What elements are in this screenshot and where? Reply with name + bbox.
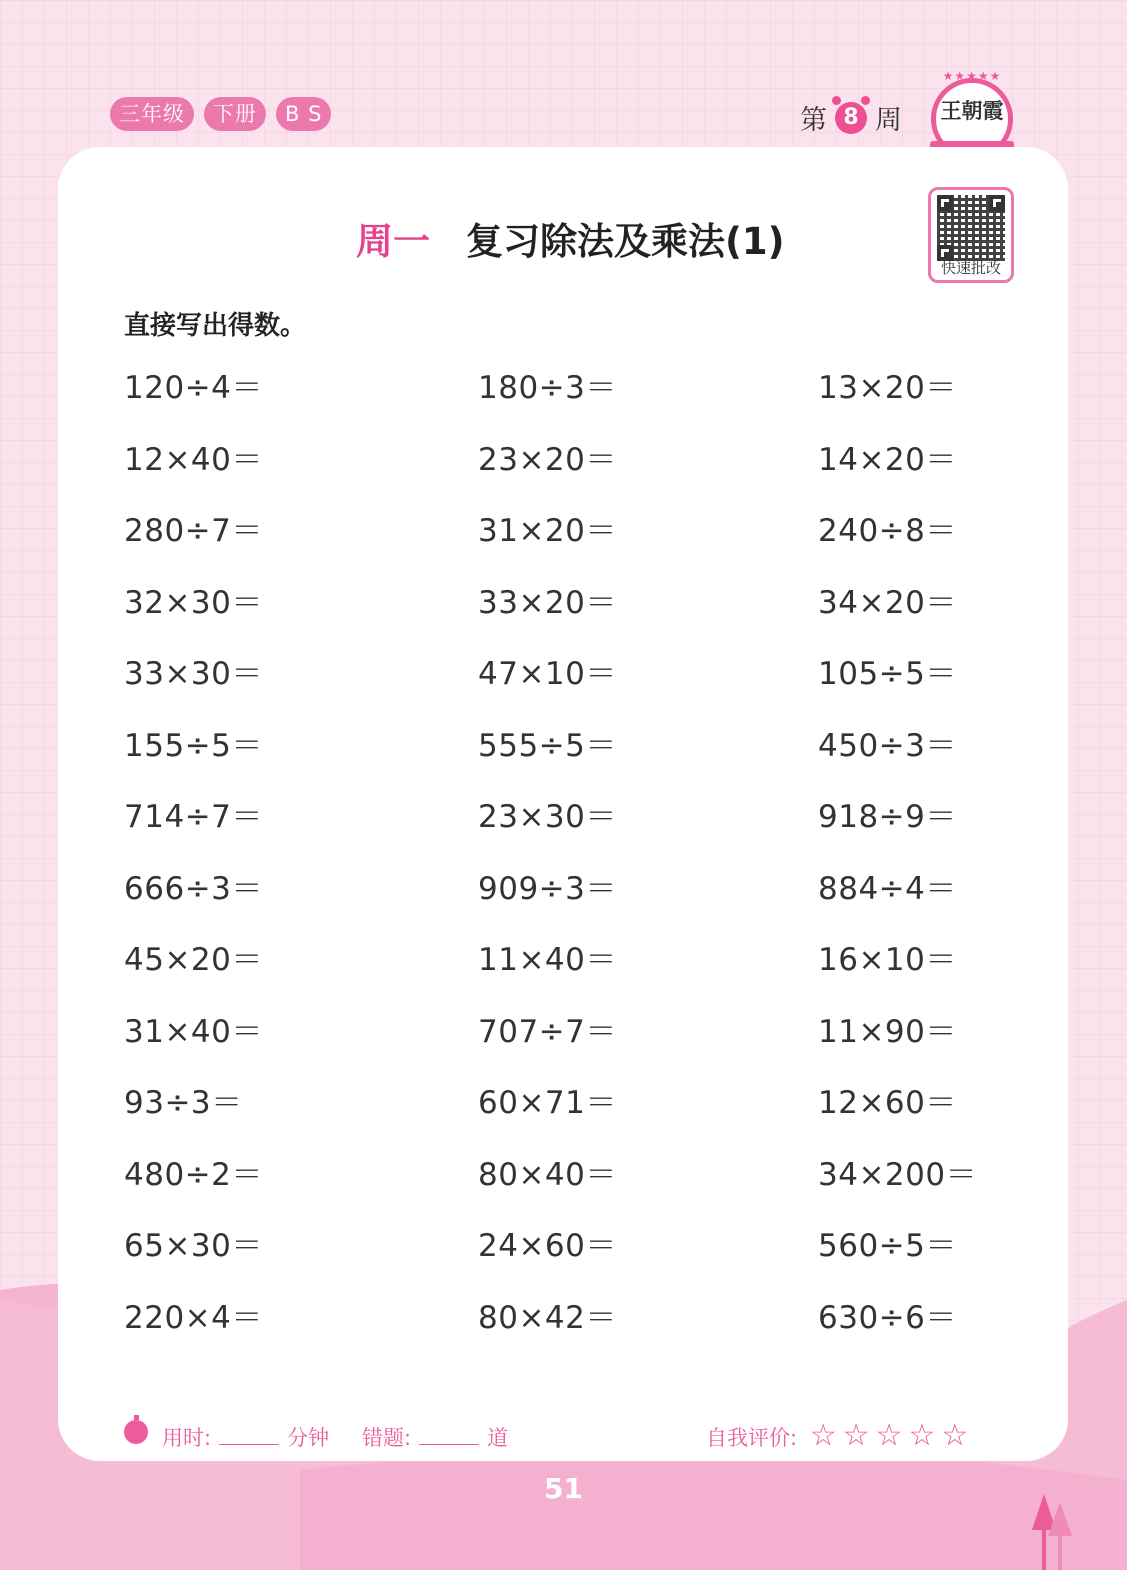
qr-code-icon <box>937 195 1005 261</box>
problem-row <box>124 1006 1024 1078</box>
problem: 918÷9＝ <box>818 799 957 835</box>
problem: 31×20＝ <box>478 513 617 549</box>
problem-row <box>124 648 1024 720</box>
title-text: 复习除法及乘法(1) <box>466 220 785 263</box>
star-icon[interactable]: ☆ <box>908 1418 936 1453</box>
quick-grading-qr[interactable] <box>928 187 1014 283</box>
problem: 23×20＝ <box>478 441 617 478</box>
week-suffix: 周 <box>875 105 902 136</box>
problem: 34×200＝ <box>818 1156 978 1193</box>
problem-row <box>124 1077 1024 1149</box>
badge-name: 王朝霞 <box>940 98 1004 123</box>
problem: 909÷3＝ <box>478 870 617 907</box>
grade-tag: 三年级 <box>110 97 194 131</box>
problem: 714÷7＝ <box>124 799 263 835</box>
problem: 666÷3＝ <box>124 870 263 907</box>
problem: 34×20＝ <box>818 584 957 621</box>
problem: 33×20＝ <box>478 584 617 621</box>
edition-tag: B S <box>276 97 331 131</box>
worksheet-card <box>58 147 1068 1461</box>
problem: 80×42＝ <box>478 1299 617 1336</box>
problem: 33×30＝ <box>124 656 263 692</box>
problem: 120÷4＝ <box>124 370 263 406</box>
problem-row <box>124 1220 1024 1292</box>
time-field[interactable] <box>162 1422 329 1452</box>
self-evaluation <box>706 1418 968 1453</box>
problem: 93÷3＝ <box>124 1085 243 1121</box>
problem-row <box>124 1292 1024 1364</box>
problem-row <box>124 934 1024 1006</box>
problem: 280÷7＝ <box>124 513 263 549</box>
time-label: 用时: <box>162 1426 212 1450</box>
problem: 12×60＝ <box>818 1085 957 1121</box>
star-icon[interactable]: ☆ <box>842 1418 870 1453</box>
problem: 555÷5＝ <box>478 727 617 764</box>
problem: 32×30＝ <box>124 584 263 621</box>
time-blank[interactable] <box>219 1444 279 1445</box>
problem-row <box>124 362 1024 434</box>
title-day: 周一 <box>356 220 430 263</box>
problem: 884÷4＝ <box>818 870 957 907</box>
problem-row <box>124 791 1024 863</box>
problem: 630÷6＝ <box>818 1299 957 1336</box>
badge-stars-icon: ★★★★★ <box>942 69 1002 83</box>
problem: 31×40＝ <box>124 1013 263 1050</box>
problem: 105÷5＝ <box>818 656 957 692</box>
week-number-clock-icon: 8 <box>835 102 867 134</box>
problem-row <box>124 1149 1024 1221</box>
problem: 155÷5＝ <box>124 727 263 764</box>
problem: 480÷2＝ <box>124 1156 263 1193</box>
grade-tags <box>110 97 331 131</box>
problem: 80×40＝ <box>478 1156 617 1193</box>
problem: 24×60＝ <box>478 1228 617 1264</box>
instruction-text: 直接写出得数。 <box>124 311 307 341</box>
page-title <box>356 211 785 265</box>
week-prefix: 第 <box>800 105 827 136</box>
time-unit: 分钟 <box>287 1426 330 1450</box>
problem: 23×30＝ <box>478 799 617 835</box>
problem-row <box>124 577 1024 649</box>
problem: 47×10＝ <box>478 656 617 692</box>
problem: 12×40＝ <box>124 441 263 478</box>
up-arrows-icon <box>1030 1490 1075 1570</box>
star-icon[interactable]: ☆ <box>941 1418 969 1453</box>
problem: 11×40＝ <box>478 942 617 978</box>
problem: 220×4＝ <box>124 1299 263 1336</box>
errors-unit: 道 <box>487 1426 509 1450</box>
problem: 45×20＝ <box>124 942 263 978</box>
problem-row <box>124 505 1024 577</box>
problem: 11×90＝ <box>818 1013 957 1050</box>
footer-bar <box>124 1418 1004 1452</box>
problem: 450÷3＝ <box>818 727 957 764</box>
page-number: 51 <box>544 1472 583 1505</box>
week-indicator <box>800 98 902 137</box>
star-icon[interactable]: ☆ <box>809 1418 837 1453</box>
problem: 707÷7＝ <box>478 1013 617 1050</box>
problem-row <box>124 863 1024 935</box>
problem: 180÷3＝ <box>478 370 617 406</box>
problem: 560÷5＝ <box>818 1228 957 1264</box>
problem: 13×20＝ <box>818 370 957 406</box>
problem-grid <box>124 362 1024 1363</box>
star-icon[interactable]: ☆ <box>875 1418 903 1453</box>
problem: 60×71＝ <box>478 1085 617 1121</box>
problem: 16×10＝ <box>818 942 957 978</box>
problem: 240÷8＝ <box>818 513 957 549</box>
volume-tag: 下册 <box>204 97 266 131</box>
self-eval-label: 自我评价: <box>706 1426 798 1450</box>
problem: 65×30＝ <box>124 1228 263 1264</box>
problem-row <box>124 720 1024 792</box>
problem-row <box>124 434 1024 506</box>
problem: 14×20＝ <box>818 441 957 478</box>
stopwatch-icon <box>124 1420 148 1444</box>
errors-field[interactable] <box>362 1422 508 1452</box>
qr-label: 快速批改 <box>940 259 1001 277</box>
errors-label: 错题: <box>362 1426 412 1450</box>
errors-blank[interactable] <box>419 1444 479 1445</box>
